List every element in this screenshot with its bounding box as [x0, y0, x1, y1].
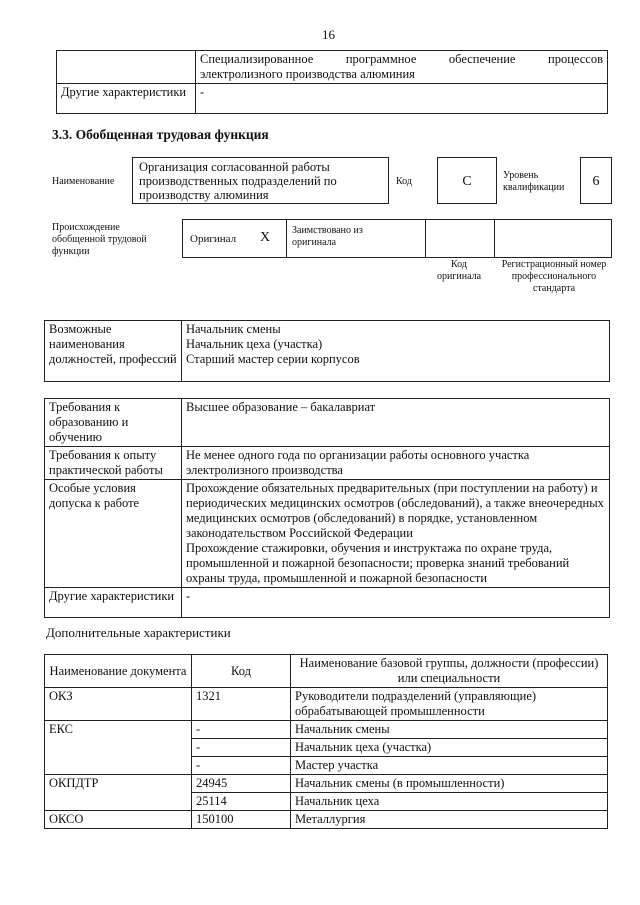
code-cell: - [192, 721, 291, 739]
software-word: программное [345, 52, 417, 66]
education-value: Высшее образование – бакалавриат [182, 399, 610, 447]
doc-cell: ЕКС [45, 721, 192, 775]
function-name-text: Организация согласованной работы производственных подразделений по производству алюминия [139, 160, 337, 202]
original-mark: X [260, 230, 271, 245]
doc-cell: ОКЗ [45, 688, 192, 721]
admission-label: Особые условия допуска к работе [45, 480, 182, 588]
header-name: Наименование базовой группы, должности (профессии) или специальности [291, 655, 608, 688]
header-code: Код [192, 655, 291, 688]
position-item: Начальник цеха (участка) [186, 337, 323, 351]
code-cell: - [192, 757, 291, 775]
level-label: Уровень квалификации [503, 170, 565, 193]
section-heading: 3.3. Обобщенная трудовая функция [52, 127, 269, 142]
software-word: процессов [548, 52, 603, 66]
position-item: Начальник смены [186, 322, 281, 336]
code-cell: - [192, 739, 291, 757]
origin-label: Происхождение обобщенной трудовой функции [52, 222, 147, 257]
code-value: С [462, 174, 472, 189]
other-characteristics-label: Другие характеристики [57, 84, 196, 114]
positions-list [182, 321, 610, 382]
additional-heading: Дополнительные характеристики [46, 625, 231, 640]
software-line2: электролизного производства алюминия [200, 67, 415, 81]
software-word: Специализированное [200, 52, 314, 66]
doc-cell: ОКСО [45, 811, 192, 829]
code-cell: 1321 [192, 688, 291, 721]
other-label: Другие характеристики [45, 588, 182, 618]
reg-number-label: Регистрационный номер профессионального стандарта [501, 259, 607, 294]
origin-row [182, 219, 612, 258]
table-row [45, 688, 608, 721]
other-value: - [182, 588, 610, 618]
additional-table [44, 654, 608, 829]
name-cell: Начальник смены (в промышленности) [291, 775, 608, 793]
code-cell: 24945 [192, 775, 291, 793]
name-cell: Мастер участка [291, 757, 608, 775]
origin-divider [425, 219, 426, 258]
experience-label: Требования к опыту практической работы [45, 447, 182, 480]
name-cell: Начальник смены [291, 721, 608, 739]
experience-value: Не менее одного года по организации работы основного участка электролизного производства [182, 447, 610, 480]
code-original-label: Код оригинала [436, 259, 482, 282]
doc-cell: ОКПДТР [45, 775, 192, 811]
software-cell [196, 51, 608, 84]
origin-divider [286, 219, 287, 258]
software-word: обеспечение [448, 52, 516, 66]
code-cell: 150100 [192, 811, 291, 829]
name-cell: Начальник цеха [291, 793, 608, 811]
code-label: Код [396, 176, 412, 187]
table-row [45, 721, 608, 739]
position-item: Старший мастер серии корпусов [186, 352, 360, 366]
software-line1 [200, 52, 603, 67]
table-row [45, 811, 608, 829]
requirements-table [44, 398, 610, 618]
code-cell: 25114 [192, 793, 291, 811]
level-value: 6 [592, 174, 600, 189]
top-characteristics-table [56, 50, 608, 114]
name-cell: Руководители подразделений (управляющие) обрабатывающей промышленности [291, 688, 608, 721]
name-cell: Металлургия [291, 811, 608, 829]
original-label: Оригинал [190, 233, 237, 245]
origin-divider [494, 219, 495, 258]
table-row [45, 775, 608, 793]
top-table-empty-cell [57, 51, 196, 84]
header-doc: Наименование документа [45, 655, 192, 688]
positions-table [44, 320, 610, 382]
level-box [580, 157, 612, 204]
borrowed-label: Заимствовано из оригинала [292, 225, 363, 248]
function-name-box [132, 157, 389, 204]
admission-value: Прохождение обязательных предварительных (при поступлении на работу) и периодических медицинских осмотров (обследований), а также внеочередных медицинских осмотров (обследований) в порядке, установленном законодательством Российской Федерации Прохождение стажировки, обучения и инструктажа по охране труда, промышленной и пожарной безопасности; проверка знаний требований охраны труда, промышленной и пожарной безопасности [182, 480, 610, 588]
other-characteristics-value: - [196, 84, 608, 114]
name-label: Наименование [52, 176, 115, 187]
page-number: 16 [322, 27, 335, 42]
code-box [437, 157, 497, 204]
education-label: Требования к образованию и обучению [45, 399, 182, 447]
name-cell: Начальник цеха (участка) [291, 739, 608, 757]
positions-label: Возможные наименования должностей, профессий [45, 321, 182, 382]
